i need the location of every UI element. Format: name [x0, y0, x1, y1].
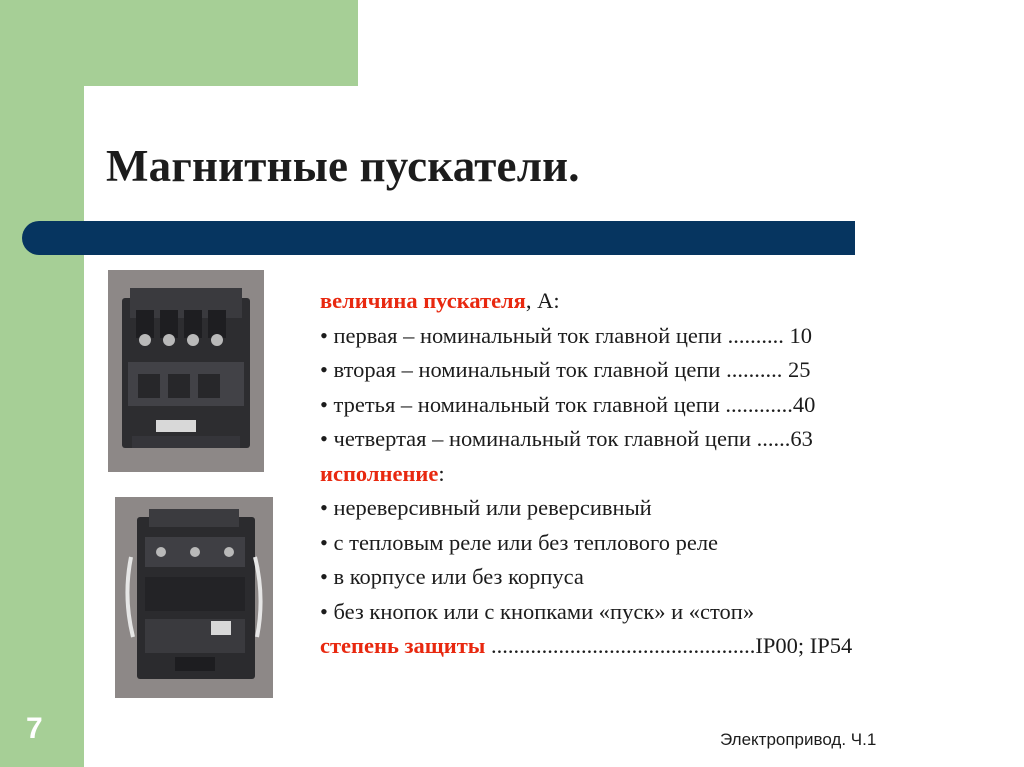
- protection-value: ...............................................IP00; IP54: [485, 633, 853, 658]
- size-heading-suffix: , А:: [525, 288, 560, 313]
- green-frame-left: [0, 0, 84, 767]
- size-item: • четвертая – номинальный ток главной цепи ......63: [320, 426, 813, 451]
- design-heading: исполнение: [320, 460, 439, 486]
- starter-image-bottom: [115, 497, 273, 698]
- size-heading-line: [320, 284, 1010, 319]
- design-item: • без кнопок или с кнопками «пуск» и «стоп»: [320, 598, 755, 624]
- starter-photo-top: [108, 270, 264, 472]
- footer-text: Электропривод. Ч.1: [720, 730, 877, 749]
- protection-line: [320, 629, 1010, 664]
- page-number: 7: [26, 712, 43, 745]
- design-item: • нереверсивный или реверсивный: [320, 495, 652, 520]
- design-heading-line: [320, 457, 1010, 492]
- design-item: • в корпусе или без корпуса: [320, 564, 584, 589]
- design-item: • с тепловым реле или без теплового реле: [320, 529, 719, 555]
- design-heading-suffix: :: [438, 460, 445, 486]
- starter-photo-bottom: [115, 497, 273, 698]
- starter-image-top: [108, 270, 264, 472]
- protection-heading: степень защиты: [320, 633, 486, 658]
- size-heading: величина пускателя: [320, 288, 526, 313]
- specs-content: [320, 284, 1010, 664]
- size-item: • первая – номинальный ток главной цепи .......... 10: [320, 322, 812, 348]
- title-underline-bar: [22, 221, 855, 255]
- size-item: • третья – номинальный ток главной цепи ............40: [320, 391, 816, 417]
- size-item: • вторая – номинальный ток главной цепи .......... 25: [320, 357, 811, 382]
- slide-title: Магнитные пускатели.: [106, 141, 580, 191]
